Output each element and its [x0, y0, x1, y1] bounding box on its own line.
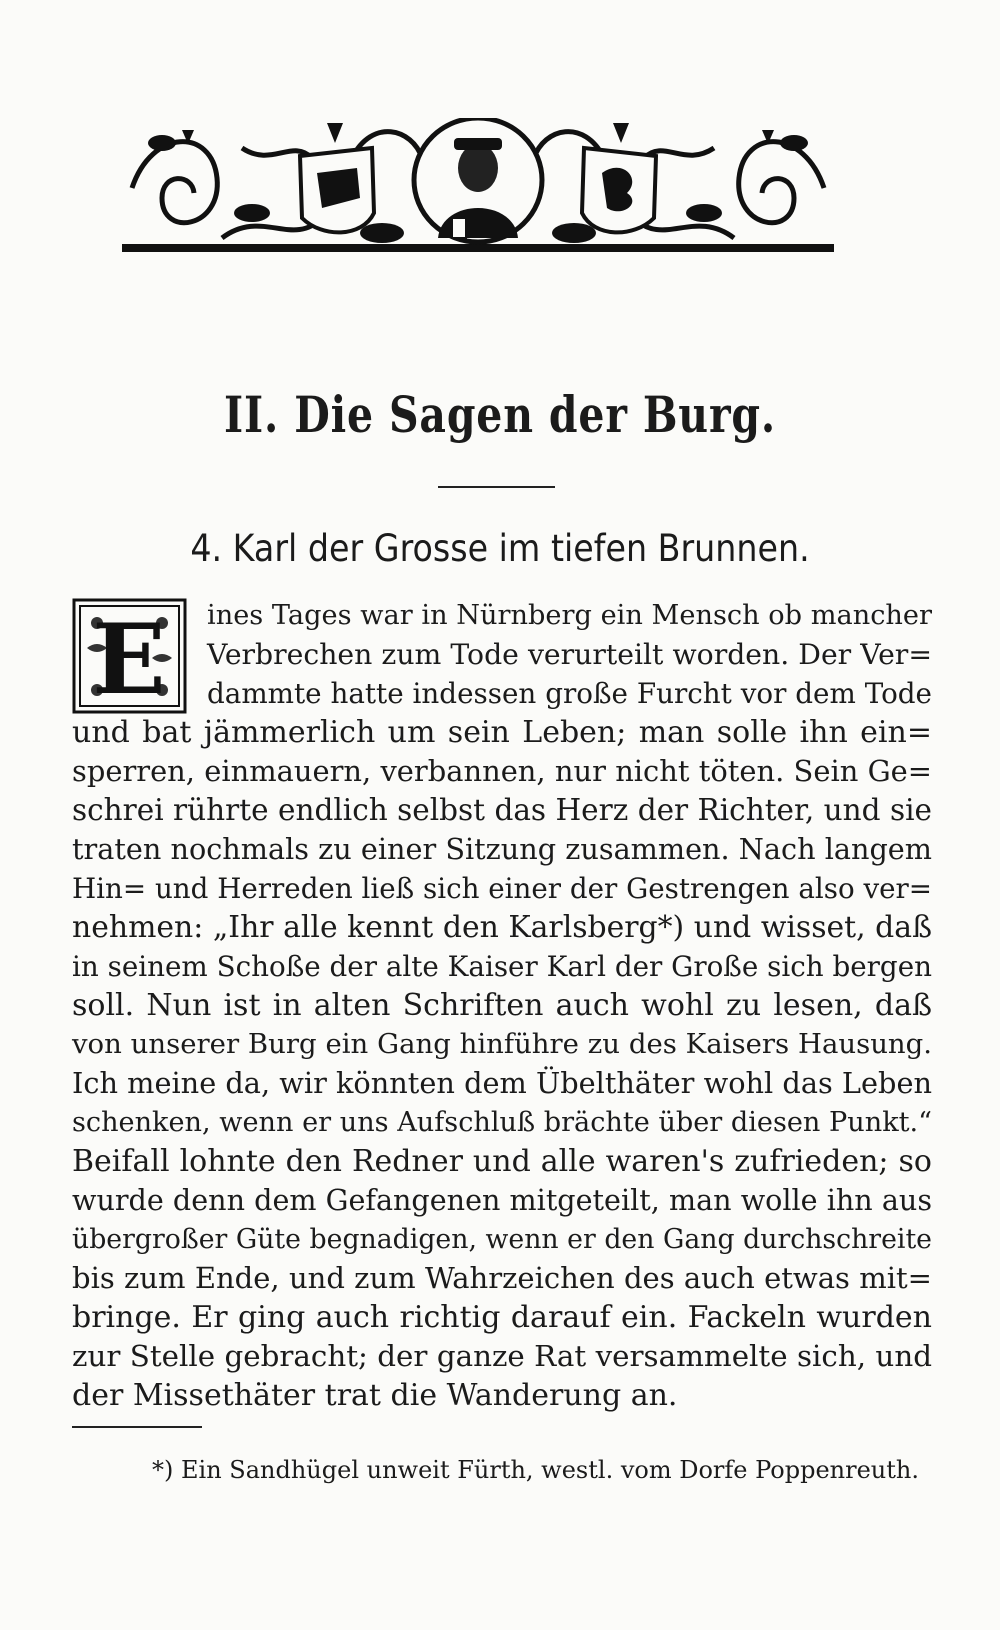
chapter-title: II. Die Sagen der Burg.	[224, 385, 776, 444]
section-title: 4. Karl der Grosse im tiefen Brunnen.	[190, 527, 810, 570]
drop-cap-letter: E	[92, 603, 166, 714]
body-line: dammte hatte indessen große Furcht vor dem Tode	[207, 677, 932, 710]
footnote: *) Ein Sandhügel unweit Fürth, westl. vom Dorfe Poppenreuth.	[152, 1456, 919, 1484]
body-line: der Missethäter trat die Wanderung an.	[72, 1378, 678, 1413]
body-line: schenken, wenn er uns Aufschluß brächte über diesen Punkt.“	[72, 1107, 932, 1138]
body-line: ines Tages war in Nürnberg ein Mensch ob mancher	[207, 600, 932, 631]
body-line: sperren, einmauern, verbannen, nur nicht töten. Sein Ge=	[72, 754, 932, 788]
body-line: bis zum Ende, und zum Wahrzeichen des auch etwas mit=	[72, 1261, 932, 1295]
body-line: Hin= und Herreden ließ sich einer der Gestrengen also ver=	[72, 872, 932, 905]
body-line: übergroßer Güte begnadigen, wenn er den Gang durchschreite	[72, 1224, 932, 1255]
body-line: Beifall lohnte den Redner und alle waren's zufrieden; so	[72, 1144, 932, 1179]
body-line: zur Stelle gebracht; der ganze Rat versammelte sich, und	[72, 1339, 932, 1373]
body-line: soll. Nun ist in alten Schriften auch wohl zu lesen, daß	[72, 988, 932, 1023]
body-line: von unserer Burg ein Gang hinführe zu des Kaisers Hausung.	[72, 1028, 932, 1060]
body-line: in seinem Schoße der alte Kaiser Karl der Große sich bergen	[72, 950, 932, 983]
body-line: Ich meine da, wir könnten dem Übelthäter wohl das Leben	[72, 1066, 932, 1100]
title-divider	[438, 486, 555, 488]
body-line: wurde denn dem Gefangenen mitgeteilt, man wolle ihn aus	[72, 1183, 932, 1217]
body-line: und bat jämmerlich um sein Leben; man solle ihn ein=	[72, 715, 932, 750]
body-line: traten nochmals zu einer Sitzung zusammen. Nach langem	[72, 832, 932, 866]
footnote-divider	[72, 1426, 202, 1428]
ornament-vignette	[122, 118, 834, 256]
body-line: bringe. Er ging auch richtig darauf ein. Fackeln wurden	[72, 1300, 932, 1335]
body-paragraph	[72, 596, 932, 1415]
body-line: schrei rührte endlich selbst das Herz der Richter, und sie	[72, 793, 932, 827]
body-line: Verbrechen zum Tode verurteilt worden. Der Ver=	[207, 638, 932, 671]
body-line: nehmen: „Ihr alle kennt den Karlsberg*) und wisset, daß	[72, 910, 932, 945]
